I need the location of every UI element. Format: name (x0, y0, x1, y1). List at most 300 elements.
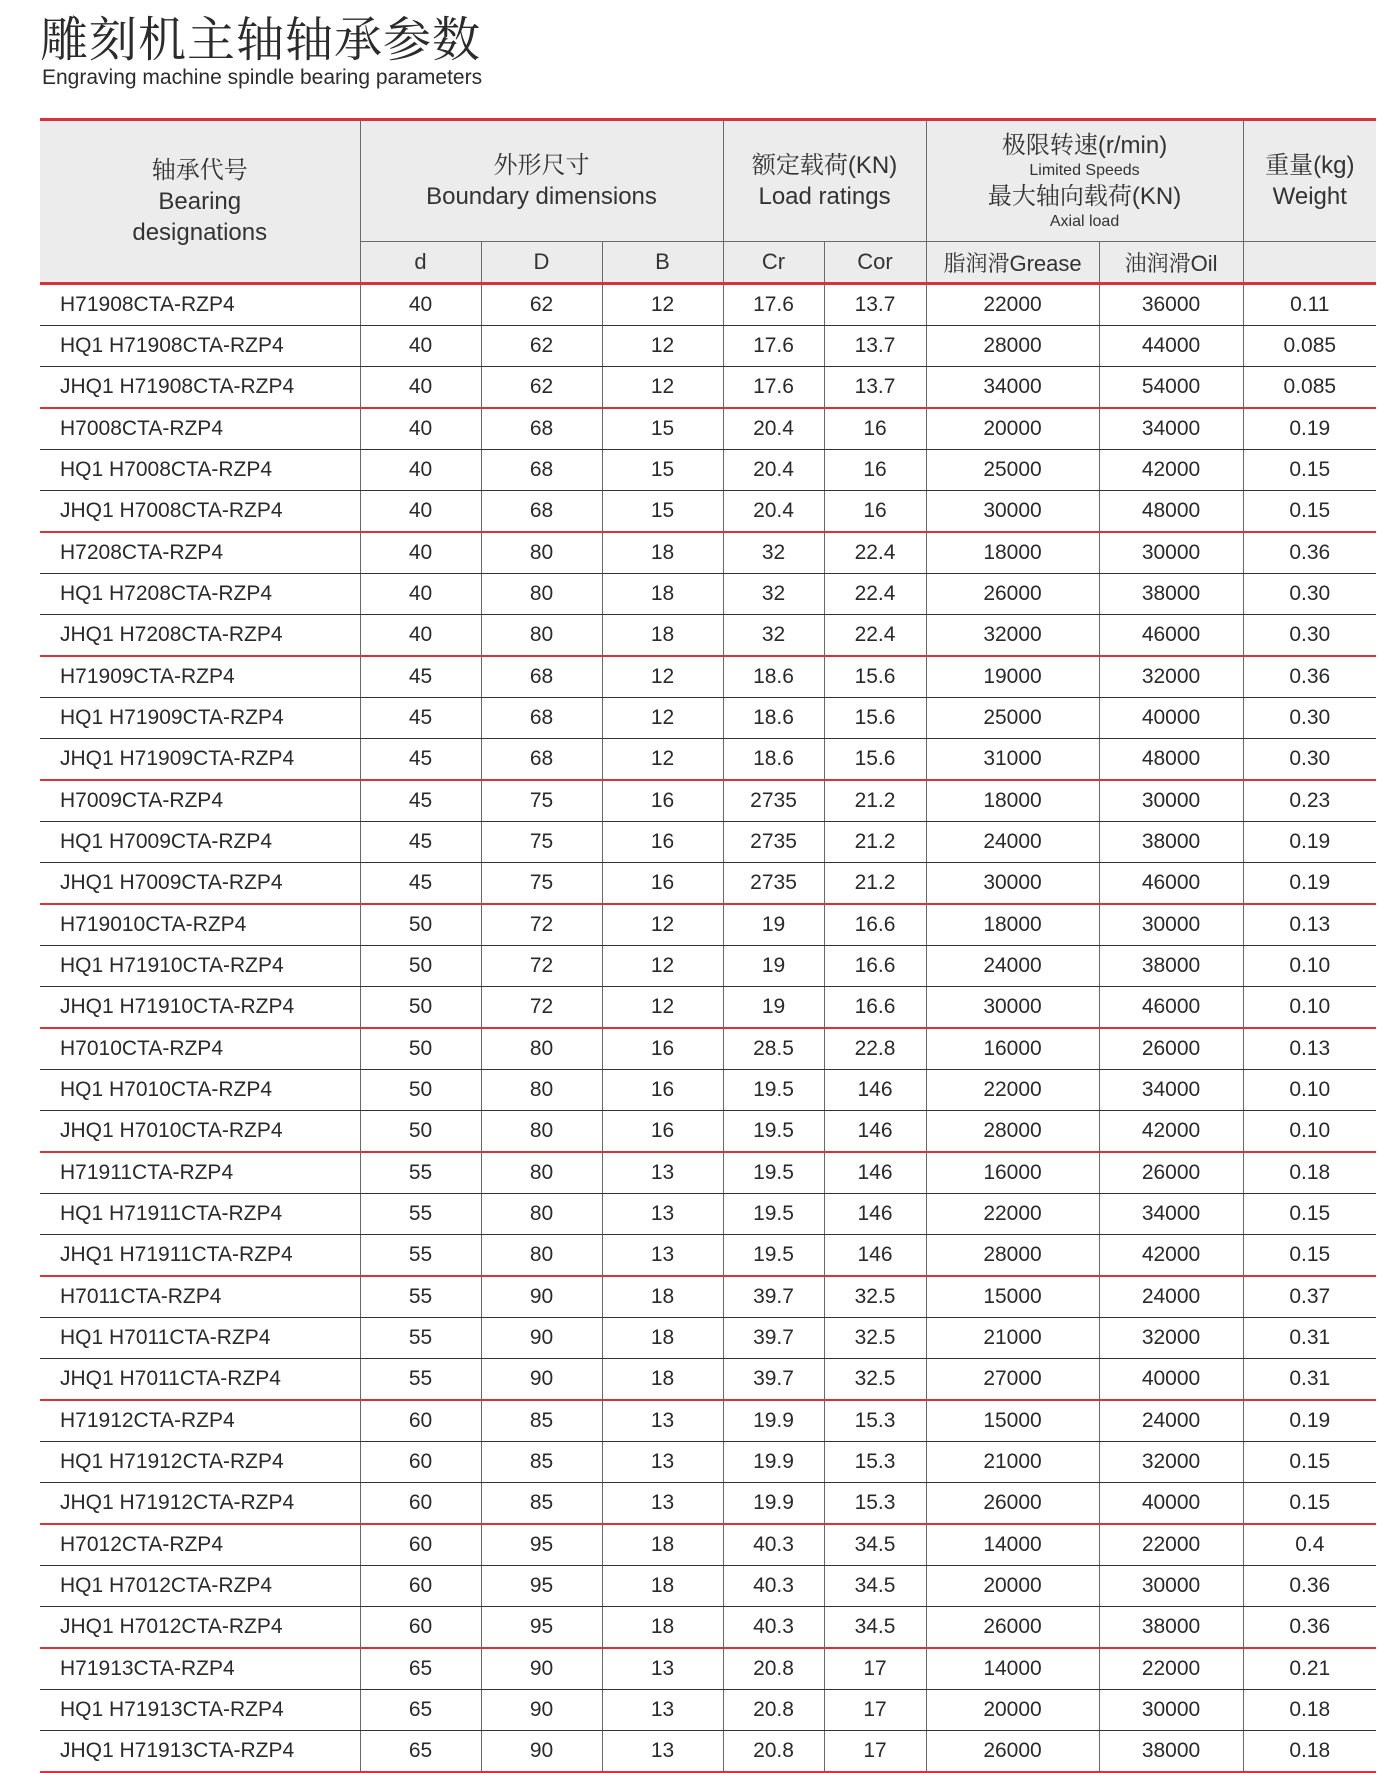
cell-d: 40 (360, 450, 481, 491)
cell-oil-speed: 38000 (1099, 1731, 1243, 1773)
cell-designation: H7208CTA-RZP4 (40, 532, 360, 574)
cell-cor: 21.2 (824, 863, 926, 905)
cell-designation: H71913CTA-RZP4 (40, 1648, 360, 1690)
cell-cor: 22.4 (824, 532, 926, 574)
cell-oil-speed: 22000 (1099, 1648, 1243, 1690)
cell-designation: HQ1 H71911CTA-RZP4 (40, 1194, 360, 1235)
cell-D: 80 (481, 615, 602, 657)
cell-oil-speed: 38000 (1099, 1607, 1243, 1649)
cell-B: 16 (602, 822, 723, 863)
table-row (40, 450, 1376, 491)
cell-cor: 146 (824, 1235, 926, 1277)
cell-cr: 19.5 (723, 1070, 824, 1111)
table-row (40, 1690, 1376, 1731)
cell-d: 45 (360, 698, 481, 739)
cell-oil-speed: 24000 (1099, 1400, 1243, 1442)
table-row (40, 1607, 1376, 1649)
cell-designation: H7009CTA-RZP4 (40, 780, 360, 822)
cell-designation: HQ1 H7012CTA-RZP4 (40, 1566, 360, 1607)
cell-weight: 0.18 (1243, 1731, 1376, 1773)
cell-D: 80 (481, 1111, 602, 1153)
cell-cor: 15.6 (824, 656, 926, 698)
cell-cor: 17 (824, 1648, 926, 1690)
cell-designation: H7011CTA-RZP4 (40, 1276, 360, 1318)
cell-grease-speed: 18000 (926, 780, 1099, 822)
cell-designation: JHQ1 H7009CTA-RZP4 (40, 863, 360, 905)
cell-cor: 15.3 (824, 1483, 926, 1525)
cell-designation: JHQ1 H7008CTA-RZP4 (40, 491, 360, 533)
cell-oil-speed: 48000 (1099, 739, 1243, 781)
cell-grease-speed: 24000 (926, 822, 1099, 863)
cell-cr: 2735 (723, 780, 824, 822)
speed-header (926, 120, 1243, 242)
cell-D: 95 (481, 1607, 602, 1649)
cell-B: 18 (602, 1359, 723, 1401)
cell-designation: JHQ1 H71912CTA-RZP4 (40, 1483, 360, 1525)
cell-D: 85 (481, 1400, 602, 1442)
cell-D: 90 (481, 1731, 602, 1773)
cell-cor: 146 (824, 1070, 926, 1111)
table-row (40, 326, 1376, 367)
cell-D: 62 (481, 326, 602, 367)
cell-D: 75 (481, 780, 602, 822)
col-B: B (602, 242, 723, 284)
cell-cor: 16.6 (824, 987, 926, 1029)
cell-B: 12 (602, 698, 723, 739)
cell-weight: 0.21 (1243, 1648, 1376, 1690)
cell-D: 80 (481, 1028, 602, 1070)
table-row (40, 367, 1376, 409)
cell-oil-speed: 38000 (1099, 946, 1243, 987)
cell-weight: 0.15 (1243, 1235, 1376, 1277)
cell-weight: 0.15 (1243, 1442, 1376, 1483)
cell-B: 13 (602, 1483, 723, 1525)
cell-grease-speed: 27000 (926, 1359, 1099, 1401)
cell-B: 18 (602, 1607, 723, 1649)
cell-weight: 0.23 (1243, 780, 1376, 822)
cell-d: 55 (360, 1276, 481, 1318)
cell-cr: 18.6 (723, 739, 824, 781)
cell-oil-speed: 32000 (1099, 656, 1243, 698)
cell-cor: 32.5 (824, 1359, 926, 1401)
cell-designation: HQ1 H7009CTA-RZP4 (40, 822, 360, 863)
cell-oil-speed: 34000 (1099, 408, 1243, 450)
cell-weight: 0.30 (1243, 574, 1376, 615)
cell-d: 45 (360, 656, 481, 698)
cell-cr: 17.6 (723, 326, 824, 367)
cell-oil-speed: 36000 (1099, 284, 1243, 326)
table-row (40, 1194, 1376, 1235)
cell-cr: 2735 (723, 822, 824, 863)
cell-designation: HQ1 H71912CTA-RZP4 (40, 1442, 360, 1483)
cell-oil-speed: 32000 (1099, 1318, 1243, 1359)
cell-weight: 0.085 (1243, 367, 1376, 409)
cell-grease-speed: 19000 (926, 656, 1099, 698)
cell-d: 50 (360, 987, 481, 1029)
table-row (40, 1566, 1376, 1607)
table-row (40, 284, 1376, 326)
table-row (40, 656, 1376, 698)
table-row (40, 1070, 1376, 1111)
cell-grease-speed: 26000 (926, 1607, 1099, 1649)
load-header-en: Load ratings (758, 183, 891, 210)
cell-oil-speed: 24000 (1099, 1276, 1243, 1318)
table-row (40, 780, 1376, 822)
cell-d: 60 (360, 1483, 481, 1525)
cell-designation: H7008CTA-RZP4 (40, 408, 360, 450)
cell-cor: 16 (824, 491, 926, 533)
cell-oil-speed: 46000 (1099, 863, 1243, 905)
cell-D: 75 (481, 822, 602, 863)
cell-grease-speed: 20000 (926, 408, 1099, 450)
cell-B: 12 (602, 326, 723, 367)
cell-cor: 16 (824, 408, 926, 450)
cell-oil-speed: 22000 (1099, 1524, 1243, 1566)
cell-B: 13 (602, 1152, 723, 1194)
cell-oil-speed: 34000 (1099, 1070, 1243, 1111)
cell-oil-speed: 40000 (1099, 1359, 1243, 1401)
cell-designation: HQ1 H71909CTA-RZP4 (40, 698, 360, 739)
cell-cr: 32 (723, 574, 824, 615)
cell-weight: 0.30 (1243, 739, 1376, 781)
cell-B: 16 (602, 1028, 723, 1070)
cell-D: 62 (481, 367, 602, 409)
boundary-header-cn: 外形尺寸 (493, 152, 590, 179)
cell-designation: JHQ1 H7012CTA-RZP4 (40, 1607, 360, 1649)
cell-designation: HQ1 H7008CTA-RZP4 (40, 450, 360, 491)
table-row (40, 1731, 1376, 1773)
cell-B: 15 (602, 450, 723, 491)
col-cr: Cr (723, 242, 824, 284)
table-row (40, 1276, 1376, 1318)
cell-cr: 18.6 (723, 698, 824, 739)
cell-d: 40 (360, 491, 481, 533)
cell-grease-speed: 18000 (926, 904, 1099, 946)
table-row (40, 1318, 1376, 1359)
table-row (40, 822, 1376, 863)
cell-grease-speed: 22000 (926, 284, 1099, 326)
cell-grease-speed: 16000 (926, 1152, 1099, 1194)
cell-designation: H719010CTA-RZP4 (40, 904, 360, 946)
cell-D: 95 (481, 1566, 602, 1607)
cell-weight: 0.13 (1243, 904, 1376, 946)
cell-d: 45 (360, 739, 481, 781)
load-header (723, 120, 926, 242)
cell-designation: HQ1 H7010CTA-RZP4 (40, 1070, 360, 1111)
cell-designation: JHQ1 H7011CTA-RZP4 (40, 1359, 360, 1401)
cell-D: 68 (481, 408, 602, 450)
cell-grease-speed: 20000 (926, 1690, 1099, 1731)
designation-header-en1: Bearing (158, 188, 242, 215)
cell-grease-speed: 21000 (926, 1318, 1099, 1359)
cell-cr: 19.5 (723, 1152, 824, 1194)
cell-D: 90 (481, 1318, 602, 1359)
cell-cr: 40.3 (723, 1524, 824, 1566)
cell-d: 40 (360, 408, 481, 450)
cell-cr: 19 (723, 946, 824, 987)
cell-D: 72 (481, 946, 602, 987)
boundary-header (360, 120, 723, 242)
cell-B: 13 (602, 1194, 723, 1235)
page-subtitle: Engraving machine spindle bearing parameters (42, 66, 483, 89)
table-row (40, 1442, 1376, 1483)
cell-designation: HQ1 H71913CTA-RZP4 (40, 1690, 360, 1731)
cell-d: 45 (360, 822, 481, 863)
cell-d: 40 (360, 615, 481, 657)
cell-weight: 0.15 (1243, 1483, 1376, 1525)
cell-d: 40 (360, 574, 481, 615)
cell-weight: 0.10 (1243, 1070, 1376, 1111)
cell-cor: 13.7 (824, 284, 926, 326)
cell-weight: 0.10 (1243, 946, 1376, 987)
cell-D: 90 (481, 1690, 602, 1731)
cell-D: 68 (481, 491, 602, 533)
cell-oil-speed: 30000 (1099, 532, 1243, 574)
cell-B: 13 (602, 1690, 723, 1731)
cell-weight: 0.30 (1243, 615, 1376, 657)
cell-oil-speed: 30000 (1099, 1566, 1243, 1607)
table-row (40, 408, 1376, 450)
table-row (40, 1524, 1376, 1566)
cell-B: 18 (602, 615, 723, 657)
cell-cor: 146 (824, 1152, 926, 1194)
cell-B: 12 (602, 987, 723, 1029)
axial-header-en: Axial load (1049, 213, 1120, 230)
cell-grease-speed: 15000 (926, 1400, 1099, 1442)
cell-oil-speed: 42000 (1099, 1235, 1243, 1277)
designation-header-cn: 轴承代号 (151, 157, 248, 184)
table-row (40, 1028, 1376, 1070)
cell-cor: 13.7 (824, 367, 926, 409)
cell-cor: 21.2 (824, 822, 926, 863)
cell-oil-speed: 26000 (1099, 1152, 1243, 1194)
cell-d: 55 (360, 1152, 481, 1194)
cell-cr: 20.4 (723, 408, 824, 450)
cell-d: 50 (360, 1111, 481, 1153)
cell-grease-speed: 18000 (926, 532, 1099, 574)
cell-d: 40 (360, 326, 481, 367)
cell-D: 72 (481, 904, 602, 946)
cell-designation: JHQ1 H7010CTA-RZP4 (40, 1111, 360, 1153)
cell-cr: 2735 (723, 863, 824, 905)
cell-cr: 19.9 (723, 1442, 824, 1483)
cell-weight: 0.15 (1243, 1194, 1376, 1235)
cell-D: 95 (481, 1524, 602, 1566)
cell-d: 60 (360, 1607, 481, 1649)
axial-header-cn: 最大轴向载荷(KN) (987, 183, 1182, 210)
cell-d: 55 (360, 1318, 481, 1359)
cell-weight: 0.085 (1243, 326, 1376, 367)
cell-B: 13 (602, 1400, 723, 1442)
col-oil: 油润滑Oil (1099, 242, 1243, 284)
cell-B: 12 (602, 739, 723, 781)
cell-D: 85 (481, 1442, 602, 1483)
cell-B: 15 (602, 408, 723, 450)
table-row (40, 863, 1376, 905)
cell-cor: 22.4 (824, 574, 926, 615)
cell-grease-speed: 30000 (926, 987, 1099, 1029)
table-row (40, 574, 1376, 615)
cell-B: 13 (602, 1731, 723, 1773)
cell-oil-speed: 30000 (1099, 1690, 1243, 1731)
cell-designation: JHQ1 H71913CTA-RZP4 (40, 1731, 360, 1773)
cell-B: 12 (602, 367, 723, 409)
speed-header-cn: 极限转速(r/min) (1001, 132, 1168, 159)
cell-B: 12 (602, 946, 723, 987)
col-D: D (481, 242, 602, 284)
cell-cor: 146 (824, 1194, 926, 1235)
cell-cr: 32 (723, 615, 824, 657)
cell-cor: 15.3 (824, 1400, 926, 1442)
cell-cr: 39.7 (723, 1318, 824, 1359)
table-row (40, 1648, 1376, 1690)
cell-B: 13 (602, 1235, 723, 1277)
cell-D: 90 (481, 1648, 602, 1690)
cell-D: 80 (481, 574, 602, 615)
cell-designation: H7012CTA-RZP4 (40, 1524, 360, 1566)
speed-header-en: Limited Speeds (1029, 162, 1140, 179)
cell-grease-speed: 28000 (926, 1111, 1099, 1153)
cell-grease-speed: 25000 (926, 698, 1099, 739)
cell-cr: 28.5 (723, 1028, 824, 1070)
cell-d: 65 (360, 1648, 481, 1690)
cell-weight: 0.36 (1243, 656, 1376, 698)
cell-grease-speed: 14000 (926, 1524, 1099, 1566)
cell-cor: 15.3 (824, 1442, 926, 1483)
cell-cr: 17.6 (723, 284, 824, 326)
cell-weight: 0.13 (1243, 1028, 1376, 1070)
cell-grease-speed: 22000 (926, 1070, 1099, 1111)
cell-cr: 18.6 (723, 656, 824, 698)
cell-d: 60 (360, 1524, 481, 1566)
cell-grease-speed: 32000 (926, 615, 1099, 657)
table-row (40, 491, 1376, 533)
cell-d: 60 (360, 1442, 481, 1483)
cell-cor: 34.5 (824, 1566, 926, 1607)
cell-B: 12 (602, 656, 723, 698)
cell-weight: 0.11 (1243, 284, 1376, 326)
cell-cor: 13.7 (824, 326, 926, 367)
bearing-parameters-table (40, 118, 1376, 1773)
cell-d: 45 (360, 863, 481, 905)
cell-designation: JHQ1 H71908CTA-RZP4 (40, 367, 360, 409)
cell-oil-speed: 48000 (1099, 491, 1243, 533)
cell-B: 16 (602, 863, 723, 905)
cell-B: 12 (602, 284, 723, 326)
cell-designation: JHQ1 H71911CTA-RZP4 (40, 1235, 360, 1277)
cell-grease-speed: 26000 (926, 1483, 1099, 1525)
cell-oil-speed: 44000 (1099, 326, 1243, 367)
cell-cr: 19 (723, 987, 824, 1029)
cell-weight: 0.36 (1243, 1566, 1376, 1607)
cell-D: 68 (481, 698, 602, 739)
cell-weight: 0.30 (1243, 698, 1376, 739)
cell-grease-speed: 21000 (926, 1442, 1099, 1483)
cell-grease-speed: 34000 (926, 367, 1099, 409)
cell-B: 18 (602, 1524, 723, 1566)
cell-designation: H71908CTA-RZP4 (40, 284, 360, 326)
weight-header-en: Weight (1272, 183, 1347, 210)
table-row (40, 615, 1376, 657)
cell-cr: 20.8 (723, 1690, 824, 1731)
cell-cr: 20.8 (723, 1731, 824, 1773)
table-row (40, 698, 1376, 739)
cell-weight: 0.18 (1243, 1152, 1376, 1194)
cell-cor: 146 (824, 1111, 926, 1153)
cell-B: 18 (602, 1318, 723, 1359)
cell-designation: JHQ1 H7208CTA-RZP4 (40, 615, 360, 657)
cell-cr: 40.3 (723, 1607, 824, 1649)
cell-grease-speed: 26000 (926, 1731, 1099, 1773)
cell-weight: 0.19 (1243, 822, 1376, 863)
cell-weight: 0.4 (1243, 1524, 1376, 1566)
cell-B: 16 (602, 780, 723, 822)
cell-cor: 22.4 (824, 615, 926, 657)
cell-d: 60 (360, 1566, 481, 1607)
cell-cor: 22.8 (824, 1028, 926, 1070)
cell-cor: 17 (824, 1731, 926, 1773)
cell-D: 85 (481, 1483, 602, 1525)
col-weight-blank (1243, 242, 1376, 284)
cell-d: 50 (360, 946, 481, 987)
cell-cr: 19.5 (723, 1111, 824, 1153)
table-row (40, 1400, 1376, 1442)
cell-oil-speed: 42000 (1099, 1111, 1243, 1153)
weight-header (1243, 120, 1376, 242)
cell-cor: 32.5 (824, 1276, 926, 1318)
table-row (40, 904, 1376, 946)
cell-grease-speed: 30000 (926, 491, 1099, 533)
page-title: 雕刻机主轴轴承参数 (40, 12, 482, 68)
cell-B: 18 (602, 1276, 723, 1318)
cell-B: 16 (602, 1111, 723, 1153)
cell-grease-speed: 30000 (926, 863, 1099, 905)
table-row (40, 1111, 1376, 1153)
cell-weight: 0.31 (1243, 1318, 1376, 1359)
cell-cor: 17 (824, 1690, 926, 1731)
cell-oil-speed: 30000 (1099, 780, 1243, 822)
table-body (40, 284, 1376, 1773)
table-row (40, 1235, 1376, 1277)
load-header-cn: 额定载荷(KN) (751, 152, 898, 179)
cell-designation: H71909CTA-RZP4 (40, 656, 360, 698)
cell-designation: H71911CTA-RZP4 (40, 1152, 360, 1194)
cell-oil-speed: 46000 (1099, 987, 1243, 1029)
cell-oil-speed: 46000 (1099, 615, 1243, 657)
cell-cor: 15.6 (824, 739, 926, 781)
cell-cor: 21.2 (824, 780, 926, 822)
cell-B: 13 (602, 1648, 723, 1690)
cell-cr: 40.3 (723, 1566, 824, 1607)
cell-grease-speed: 26000 (926, 574, 1099, 615)
cell-designation: HQ1 H71908CTA-RZP4 (40, 326, 360, 367)
cell-D: 68 (481, 739, 602, 781)
cell-cr: 19.5 (723, 1235, 824, 1277)
cell-cr: 20.4 (723, 450, 824, 491)
table-row (40, 739, 1376, 781)
cell-D: 72 (481, 987, 602, 1029)
table-row (40, 532, 1376, 574)
cell-cr: 19 (723, 904, 824, 946)
cell-weight: 0.19 (1243, 863, 1376, 905)
cell-weight: 0.36 (1243, 532, 1376, 574)
cell-designation: HQ1 H71910CTA-RZP4 (40, 946, 360, 987)
cell-oil-speed: 38000 (1099, 822, 1243, 863)
table-row (40, 1483, 1376, 1525)
table-row (40, 1359, 1376, 1401)
cell-d: 45 (360, 780, 481, 822)
cell-cr: 19.9 (723, 1400, 824, 1442)
